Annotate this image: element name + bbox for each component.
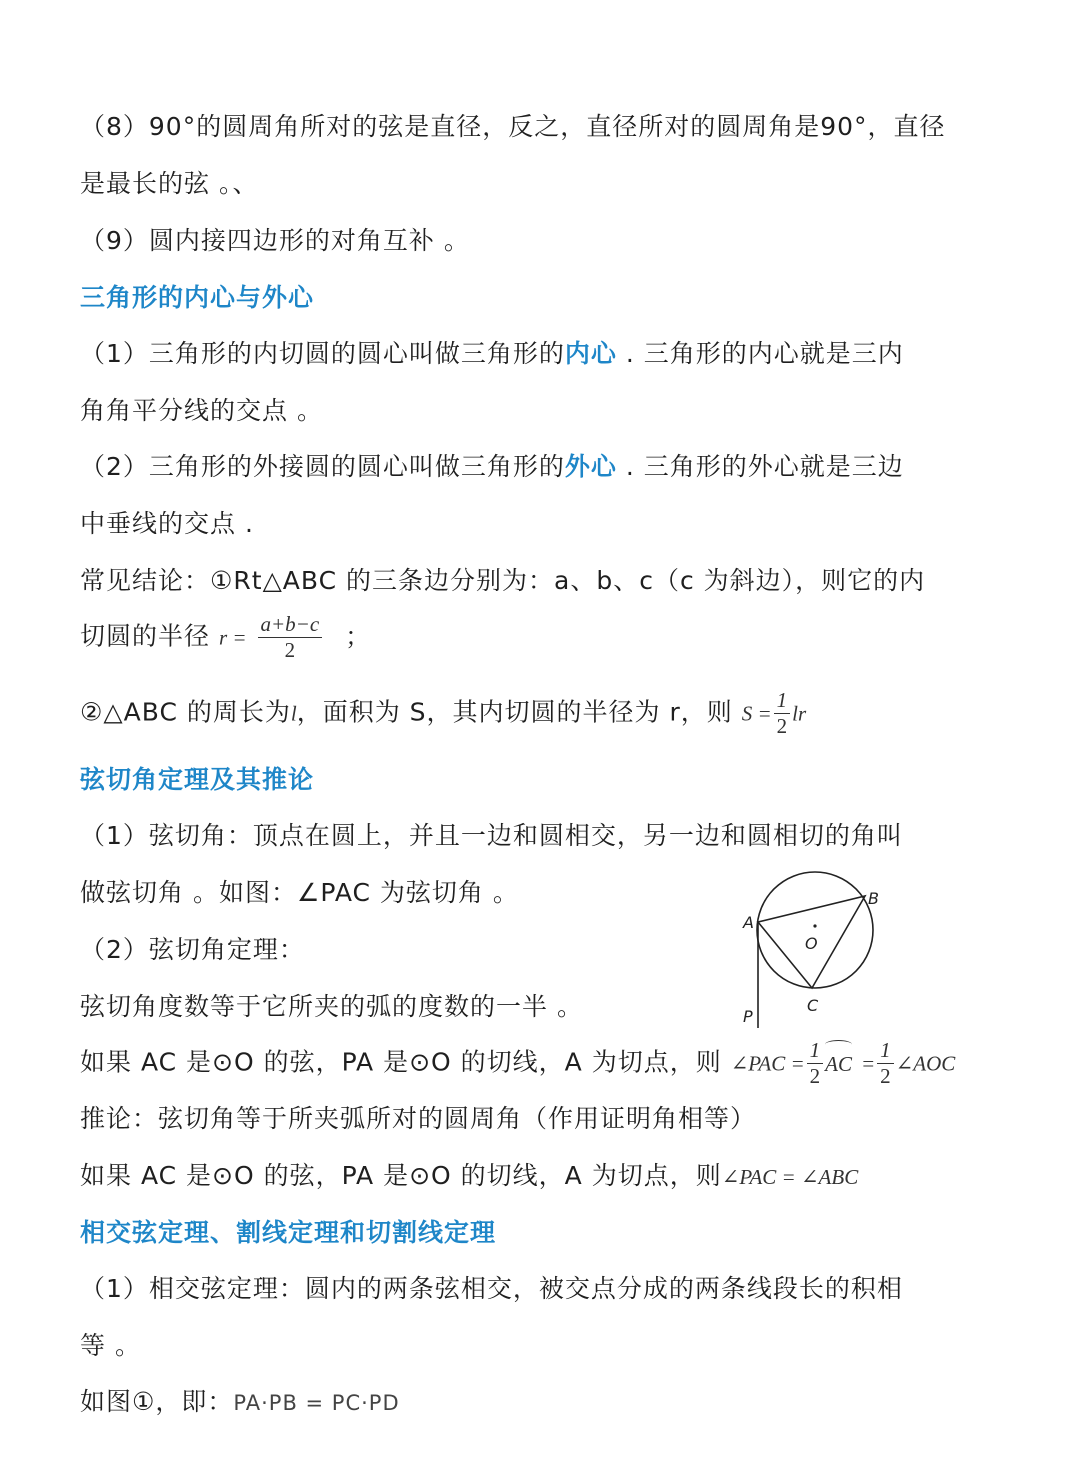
fraction: $\frac{1}{2}$ [877,1040,894,1087]
section-heading-tangent-chord: 弦切角定理及其推论 [80,765,315,794]
formula-r: r = [218,625,247,650]
text-line: 等 。 [80,1331,141,1360]
center-dot [813,924,816,927]
text-line-corollary-formula: 如果 AC 是⊙O 的弦，PA 是⊙O 的切线，A 为切点，则∠PAC = ∠ABC [80,1161,859,1190]
text-line-corollary: 推论：弦切角等于所夹弧所对的圆周角（作用证明角相等） [80,1104,757,1133]
text-line-theorem: 如果 AC 是⊙O 的弦，PA 是⊙O 的切线，A 为切点，则 ∠PAC = $\frac{1}{2}$ AC = $\frac{1}{2}$ ∠AOC [80,1038,956,1088]
text-line-area-formula: ②△ABC 的周长为l，面积为 S，其内切圆的半径为 r，则 S = $\frac{1}{2}$ lr [80,688,807,738]
text-line-9: （9）圆内接四边形的对角互补 。 [80,226,470,255]
fraction: $\frac{1}{2}$ [774,690,791,737]
fraction: $\frac{1}{2}$ [807,1040,824,1087]
text-line: 是最长的弦 。、 [80,169,259,198]
text-line-8: （8）90°的圆周角所对的弦是直径，反之，直径所对的圆周角是90°，直径 [80,112,946,141]
text-line: （2）弦切角定理： [80,935,305,964]
text-line-incenter: （1）三角形的内切圆的圆心叫做三角形的内心 . 三角形的内心就是三内 [80,339,904,368]
highlight-term: 内心 [564,339,617,368]
arc-ac: AC [825,1047,852,1081]
label-c: C [807,996,819,1015]
formula-s: S = [741,701,772,726]
highlight-term: 外心 [564,452,617,481]
text-line: 做弦切角 。如图：∠PAC 为弦切角 。 [80,878,519,907]
section-heading-incenter: 三角形的内心与外心 [80,283,315,312]
text-line-intersecting-chords: 如图①，即：PA·PB = PC·PD [80,1387,400,1416]
text-line: （1）弦切角：顶点在圆上，并且一边和圆相交，另一边和圆相切的角叫 [80,821,903,850]
text-line-radius-formula: 切圆的半径 r = $\frac{a+b-c}{2}$ ； [80,612,372,662]
text-line-circumcenter: （2）三角形的外接圆的圆心叫做三角形的外心 . 三角形的外心就是三边 [80,452,904,481]
label-o: O [805,934,818,953]
circle-o [757,872,873,988]
label-p: P [743,1007,753,1026]
section-heading-chord-theorems: 相交弦定理、割线定理和切割线定理 [80,1218,497,1247]
label-b: B [868,889,879,908]
text-line: （1）相交弦定理：圆内的两条弦相交，被交点分成的两条线段长的积相 [80,1274,903,1303]
fraction: $\frac{a+b-c}{2}$ [258,614,323,661]
text-line: 弦切角度数等于它所夹的弧的度数的一半 。 [80,992,583,1021]
text-line-conclusion: 常见结论：①Rt△ABC 的三条边分别为：a、b、c（c 为斜边），则它的内 [80,566,926,595]
label-a: A [743,913,754,932]
text-line: 中垂线的交点 . [80,509,254,538]
text-line: 角角平分线的交点 。 [80,396,323,425]
tangent-chord-diagram [735,860,895,1035]
